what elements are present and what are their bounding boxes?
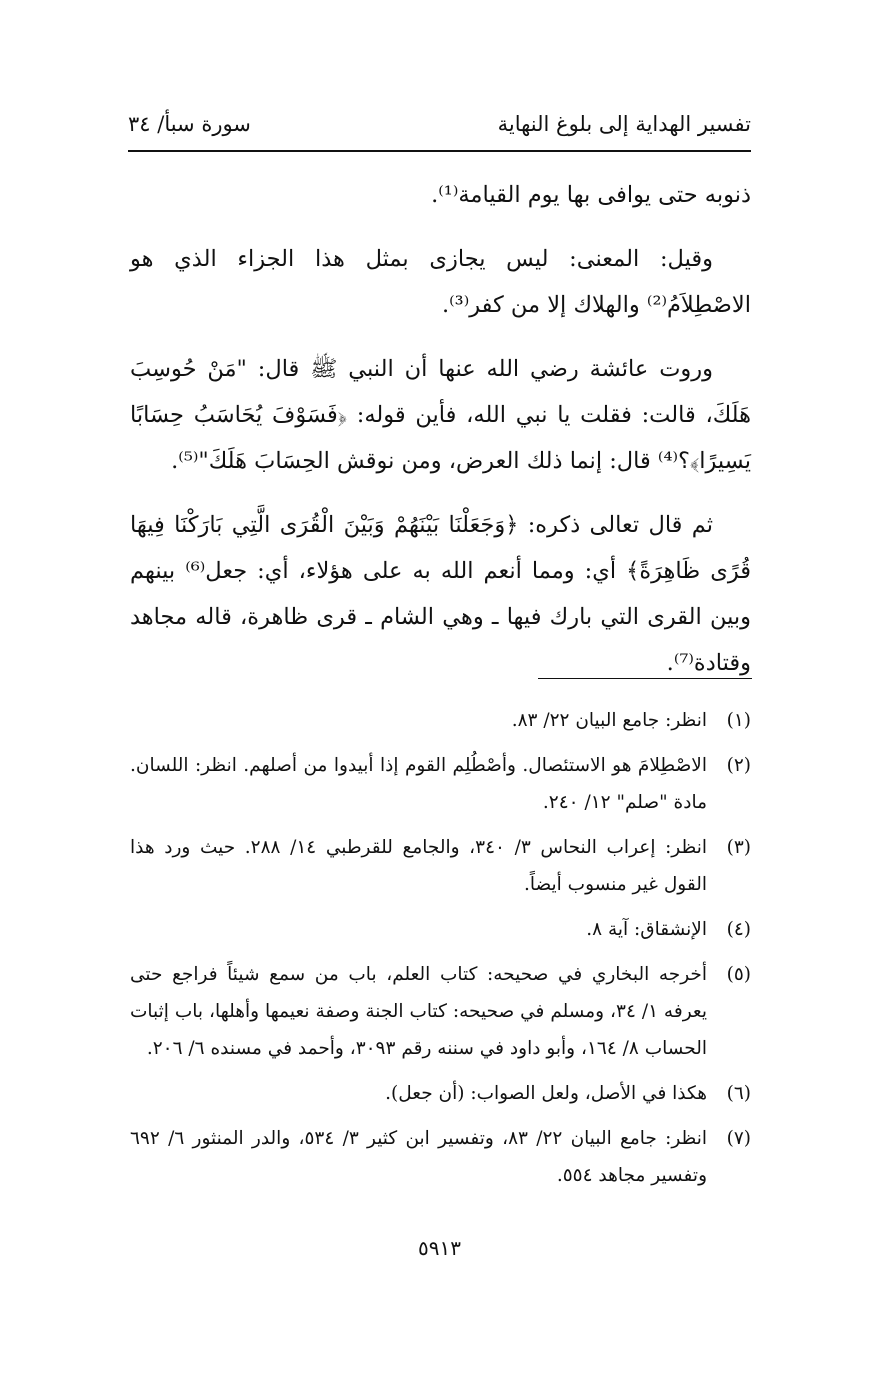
surah-label: سورة سبأ/ ٣٤ (128, 112, 251, 136)
footnote-number: (٢) (726, 755, 751, 776)
running-header (128, 112, 751, 146)
footnote (130, 911, 751, 948)
footnote (130, 829, 751, 903)
footnote (130, 702, 751, 739)
footnote (130, 1075, 751, 1112)
paragraph: ثم قال تعالى ذكره: ﴿وَجَعَلْنَا بَيْنَهُمْ وَبَيْنَ الْقُرَى الَّتِي بَارَكْنَا فِيهَا قُرًى ظَاهِرَةً﴾ أي: ومما أنعم الله به على هؤلاء، أي: جعل⁽⁶⁾ بينهم وبين القرى التي بارك فيها ـ وهي الشام ـ قرى ظاهرة، قاله مجاهد وقتادة⁽⁷⁾. (130, 512, 751, 676)
footnote-separator (538, 678, 752, 679)
footnote (130, 956, 751, 1067)
footnote-number: (٤) (726, 919, 751, 940)
paragraph: ذنوبه حتى يوافى بها يوم القيامة⁽¹⁾. (431, 182, 751, 208)
footnote-text: الاصْطِلامَ هو الاستئصال. وأصْطُلِم القوم إذا أبيدوا من أصلهم. انظر: اللسان. مادة "صلم" ١٢/ ٢٤٠. (130, 755, 707, 813)
footnote-number: (٧) (726, 1128, 751, 1149)
footnotes (130, 702, 751, 1202)
main-text (130, 172, 751, 704)
footnote-number: (٣) (726, 837, 751, 858)
book-title: تفسير الهداية إلى بلوغ النهاية (497, 112, 751, 136)
header-rule (128, 150, 751, 152)
footnote-text: انظر: جامع البيان ٢٢/ ٨٣. (511, 710, 707, 731)
footnote-number: (١) (726, 710, 751, 731)
footnote (130, 1120, 751, 1194)
footnote-text: انظر: جامع البيان ٢٢/ ٨٣، وتفسير ابن كثير ٣/ ٥٣٤، والدر المنثور ٦/ ٦٩٢ وتفسير مجاهد ٥٥٤. (130, 1128, 707, 1186)
page-number: ٥٩١٣ (418, 1236, 461, 1260)
footnote-number: (٥) (726, 964, 751, 985)
footnote-number: (٦) (726, 1083, 751, 1104)
footnote-text: انظر: إعراب النحاس ٣/ ٣٤٠، والجامع للقرطبي ١٤/ ٢٨٨. حيث ورد هذا القول غير منسوب أيضاً. (130, 837, 707, 895)
paragraph: وروت عائشة رضي الله عنها أن النبي ﷺ قال: "مَنْ حُوسِبَ هَلَكَ، قالت: فقلت يا نبي الله، فأين قوله: ﴿فَسَوْفَ يُحَاسَبُ حِسَابًا يَسِيرًا﴾؟⁽⁴⁾ قال: إنما ذلك العرض، ومن نوقش الحِسَابَ هَلَكَ"⁽⁵⁾. (130, 356, 751, 474)
footnote-text: هكذا في الأصل، ولعل الصواب: (أن جعل). (385, 1083, 707, 1104)
footnote-text: أخرجه البخاري في صحيحه: كتاب العلم، باب من سمع شيئاً فراجع حتى يعرفه ١/ ٣٤، ومسلم في صحيحه: كتاب الجنة وصفة نعيمها وأهلها، باب إثبات الحساب ٨/ ١٦٤، وأبو داود في سننه رقم ٣٠٩٣، وأحمد في مسنده ٦/ ٢٠٦. (130, 964, 707, 1059)
paragraph: وقيل: المعنى: ليس يجازى بمثل هذا الجزاء الذي هو الاصْطِلاَمُ⁽²⁾ والهلاك إلا من كفر⁽³⁾. (130, 246, 751, 318)
footnote-text: الإنشقاق: آية ٨. (586, 919, 707, 940)
footnote (130, 747, 751, 821)
